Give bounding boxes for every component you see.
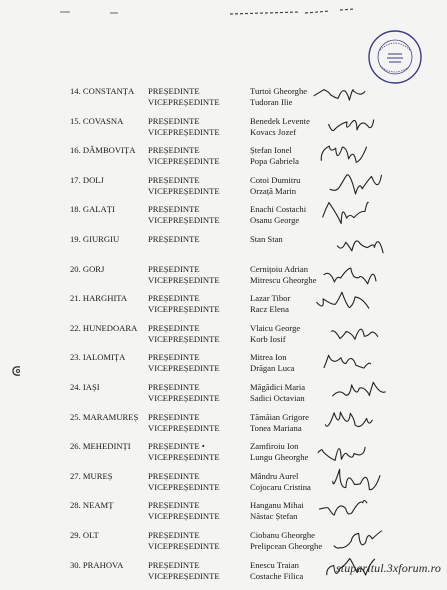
- handwritten-signature: [323, 465, 383, 493]
- role-title: VICEPREȘEDINTE: [148, 126, 220, 137]
- handwritten-signature: [316, 198, 376, 226]
- role-title: VICEPREȘEDINTE: [148, 215, 220, 226]
- person-list: [250, 500, 304, 522]
- role-list: [148, 500, 220, 522]
- county-name: 25. MARAMUREȘ: [70, 411, 139, 422]
- role-title: PREȘEDINTE: [148, 145, 200, 156]
- role-title: PREȘEDINTE •: [148, 441, 205, 452]
- person-name: Lazar Tibor: [250, 293, 291, 304]
- county-name: 27. MUREȘ: [70, 470, 113, 481]
- person-name: Stan Stan: [250, 234, 283, 244]
- role-title: VICEPREȘEDINTE: [148, 185, 220, 196]
- role-list: [148, 471, 220, 493]
- person-list: [250, 471, 311, 493]
- role-title: VICEPREȘEDINTE: [148, 422, 220, 433]
- person-list: [250, 412, 309, 434]
- watermark-url: stuparitul.3xforum.ro: [336, 561, 441, 575]
- role-title: VICEPREȘEDINTE: [148, 570, 220, 581]
- county-name: 18. GALAȚI: [70, 204, 115, 215]
- person-list: [250, 323, 300, 345]
- county-row: [0, 382, 447, 412]
- role-title: PREȘEDINTE: [148, 530, 200, 540]
- county-row: [0, 323, 447, 353]
- role-title: PREȘEDINTE: [148, 559, 200, 570]
- role-title: PREȘEDINTE: [148, 204, 200, 215]
- role-list: [148, 264, 220, 286]
- role-title: PREȘEDINTE: [148, 263, 200, 274]
- handwritten-signature: [324, 317, 384, 345]
- person-name: Lungu Gheorghe: [250, 452, 309, 463]
- person-name: Cernițoiu Adrian: [250, 263, 308, 274]
- person-name: Vlaicu George: [250, 322, 301, 333]
- role-title: PREȘEDINTE: [148, 352, 200, 363]
- role-title: VICEPREȘEDINTE: [148, 393, 220, 403]
- role-title: VICEPREȘEDINTE: [148, 333, 220, 344]
- county-name: 22. HUNEDOARA: [70, 322, 138, 333]
- person-name: Ștefan Ionel: [250, 145, 292, 156]
- person-name: Măgădici Maria: [250, 382, 306, 392]
- county-name: 29. OLT: [70, 530, 99, 540]
- person-list: [250, 204, 306, 226]
- county-name: 20. GORJ: [70, 263, 105, 274]
- person-name: Racz Elena: [250, 304, 289, 315]
- person-list: [250, 530, 322, 552]
- person-name: Drăgan Luca: [250, 363, 295, 374]
- person-name: Tămăian Grigore: [250, 411, 309, 422]
- role-title: VICEPREȘEDINTE: [148, 511, 220, 522]
- person-name: Cojocaru Cristina: [250, 481, 311, 492]
- county-name: 21. HARGHITA: [70, 293, 128, 304]
- role-title: VICEPREȘEDINTE: [148, 274, 220, 285]
- handwritten-signature: [315, 346, 375, 374]
- role-list: [148, 175, 220, 197]
- role-list: [148, 293, 220, 315]
- role-title: PREȘEDINTE: [148, 411, 200, 422]
- county-name: 16. DÂMBOVIȚA: [70, 145, 136, 156]
- person-name: Mândru Aurel: [250, 470, 299, 481]
- role-title: PREȘEDINTE: [148, 293, 200, 304]
- role-list: [148, 116, 220, 138]
- role-title: VICEPREȘEDINTE: [148, 481, 220, 492]
- handwritten-signature: [320, 258, 380, 286]
- handwritten-signature: [329, 228, 389, 256]
- person-list: [250, 86, 307, 108]
- role-title: PREȘEDINTE: [148, 500, 200, 511]
- person-name: Năstac Ștefan: [250, 511, 298, 522]
- handwritten-signature: [314, 494, 374, 522]
- role-list: [148, 412, 220, 434]
- county-name: 28. NEAMȚ: [70, 500, 114, 511]
- person-name: Osanu George: [250, 215, 300, 226]
- role-list: [148, 234, 200, 245]
- person-name: Enescu Traian: [250, 559, 299, 570]
- person-name: Mitrea Ion: [250, 352, 287, 363]
- person-list: [250, 560, 303, 582]
- person-list: [250, 293, 290, 315]
- handwritten-signature: [321, 110, 381, 138]
- person-name: Orzață Marin: [250, 185, 297, 196]
- role-list: [148, 145, 220, 167]
- person-list: [250, 234, 283, 245]
- handwritten-signature: [310, 435, 370, 463]
- county-name: 23. IALOMIȚA: [70, 352, 126, 363]
- role-list: [148, 530, 220, 552]
- person-list: [250, 352, 295, 374]
- person-name: Enachi Costachi: [250, 204, 307, 215]
- role-title: PREȘEDINTE: [148, 322, 200, 333]
- county-name: 24. IAȘI: [70, 382, 100, 392]
- county-row: [0, 175, 447, 205]
- role-list: [148, 560, 220, 582]
- role-list: [148, 86, 220, 108]
- person-name: Mitrescu Gheorghe: [250, 274, 317, 285]
- person-list: [250, 264, 316, 286]
- role-title: PREȘEDINTE: [148, 234, 200, 244]
- role-title: PREȘEDINTE: [148, 470, 200, 481]
- role-title: VICEPREȘEDINTE: [148, 304, 220, 315]
- role-list: [148, 352, 220, 374]
- scan-edge-marks: [0, 0, 447, 30]
- county-name: 19. GIURGIU: [70, 234, 120, 244]
- handwritten-signature: [327, 524, 387, 552]
- person-list: [250, 441, 308, 463]
- person-name: Sadici Octavian: [250, 393, 305, 403]
- person-name: Tonea Mariana: [250, 422, 302, 433]
- official-stamp-seal: [366, 28, 424, 86]
- person-name: Benedek Levente: [250, 115, 310, 126]
- county-name: 17. DOLJ: [70, 174, 104, 185]
- person-name: Costache Filica: [250, 570, 304, 581]
- role-list: [148, 323, 220, 345]
- role-title: VICEPREȘEDINTE: [148, 452, 220, 463]
- handwritten-signature: [308, 80, 368, 108]
- person-list: [250, 145, 299, 167]
- role-list: [148, 204, 220, 226]
- person-name: Turtoi Gheorghe: [250, 86, 308, 96]
- county-row: [0, 264, 447, 294]
- county-row: [0, 116, 447, 146]
- role-title: PREȘEDINTE: [148, 382, 200, 392]
- role-list: [148, 382, 220, 404]
- county-name: 30. PRAHOVA: [70, 559, 124, 570]
- handwritten-signature: [328, 376, 388, 404]
- person-name: Kovacs Jozef: [250, 126, 297, 137]
- county-row: [0, 412, 447, 442]
- handwritten-signature: [319, 406, 379, 434]
- person-name: Korb Iosif: [250, 333, 286, 344]
- person-name: Zamfiroiu Ion: [250, 441, 299, 452]
- person-list: [250, 116, 310, 138]
- person-list: [250, 175, 300, 197]
- county-name: 14. CONSTANȚA: [70, 86, 135, 96]
- handwritten-signature: [312, 139, 372, 167]
- handwritten-signature: [325, 169, 385, 197]
- role-title: PREȘEDINTE: [148, 174, 200, 185]
- margin-hole-mark: [10, 364, 24, 378]
- person-name: Tudoran Ilie: [250, 97, 293, 107]
- role-title: VICEPREȘEDINTE: [148, 97, 220, 107]
- person-name: Cotoi Dumitru: [250, 174, 301, 185]
- county-name: 26. MEHEDINȚI: [70, 441, 131, 452]
- county-name: 15. COVASNA: [70, 115, 124, 126]
- role-title: VICEPREȘEDINTE: [148, 541, 220, 551]
- person-name: Popa Gabriela: [250, 156, 299, 167]
- handwritten-signature: [311, 287, 371, 315]
- role-title: VICEPREȘEDINTE: [148, 156, 220, 167]
- role-title: PREȘEDINTE: [148, 86, 200, 96]
- person-name: Prelipcean Gheorghe: [250, 541, 323, 551]
- role-title: PREȘEDINTE: [148, 115, 200, 126]
- person-name: Hanganu Mihai: [250, 500, 304, 511]
- person-list: [250, 382, 305, 404]
- county-row: [0, 530, 447, 560]
- role-title: VICEPREȘEDINTE: [148, 363, 220, 374]
- person-name: Ciobanu Gheorghe: [250, 530, 315, 540]
- county-row: [0, 471, 447, 501]
- role-list: [148, 441, 220, 463]
